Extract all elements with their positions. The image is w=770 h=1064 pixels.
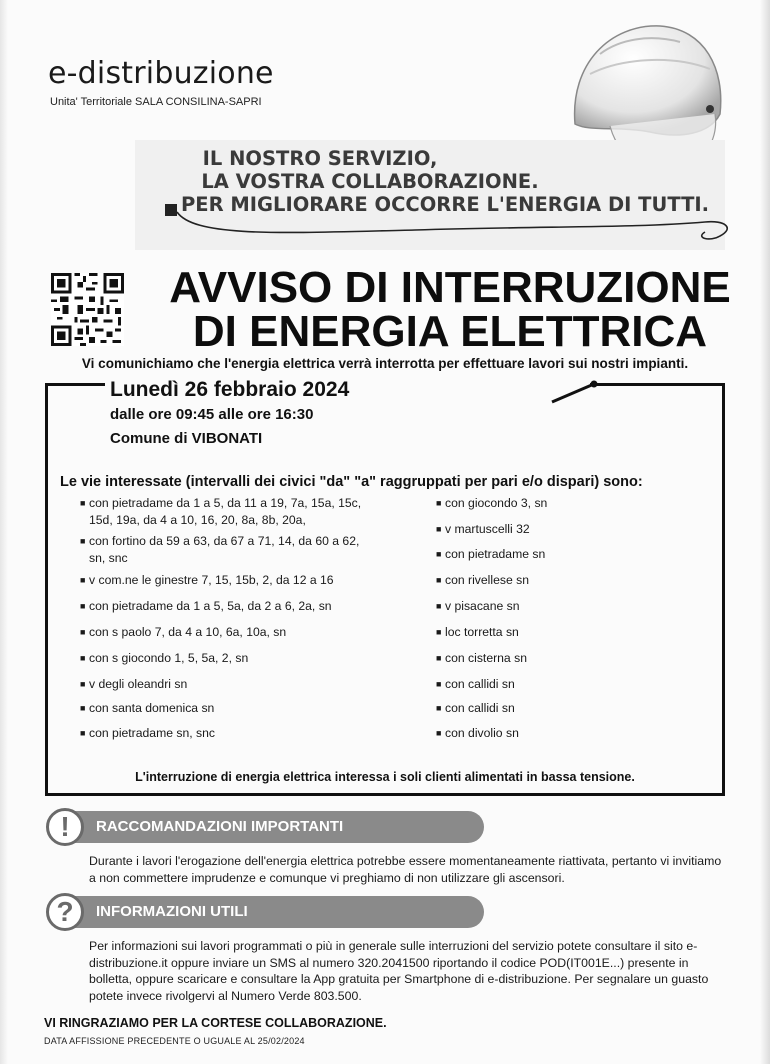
bullet-icon: ■ <box>436 703 442 713</box>
bullet-icon: ■ <box>80 728 86 738</box>
comune: Comune di VIBONATI <box>110 430 263 447</box>
list-item: ■ con pietradame da 1 a 5, 5a, da 2 a 6, 2a, sn <box>80 599 332 613</box>
bullet-icon: ■ <box>436 601 442 611</box>
list-item: ■ con pietradame da 1 a 5, da 11 a 19, 7a, 15a, 15c, 15d, 19a, da 4 a 10, 16, 20, 8a, 8b, 20a, <box>80 496 362 527</box>
question-icon: ? <box>46 893 84 931</box>
list-item: ■ loc torretta sn <box>436 625 519 639</box>
list-item: ■ con divolio sn <box>436 726 519 740</box>
list-item: ■ con cisterna sn <box>436 651 527 665</box>
bullet-icon: ■ <box>80 536 86 546</box>
bullet-icon: ■ <box>80 679 86 689</box>
bullet-icon: ■ <box>80 653 86 663</box>
bullet-icon: ■ <box>80 627 86 637</box>
recommendations-header: RACCOMANDAZIONI IMPORTANTI <box>70 811 484 843</box>
slogan-line-2: LA VOSTRA COLLABORAZIONE. <box>201 170 539 193</box>
bullet-icon: ■ <box>436 728 442 738</box>
territorial-unit: Unita' Territoriale SALA CONSILINA-SAPRI <box>50 96 262 108</box>
list-item: ■ con santa domenica sn <box>80 701 215 715</box>
slogan-line-3: PER MIGLIORARE OCCORRE L'ENERGIA DI TUTTI. <box>180 193 710 216</box>
list-item: ■ con s paolo 7, da 4 a 10, 6a, 10a, sn <box>80 625 287 639</box>
slogan-line-1: IL NOSTRO SERVIZIO, <box>202 147 438 170</box>
notice-box-top-left <box>45 383 105 386</box>
posting-date: DATA AFFISSIONE PRECEDENTE O UGUALE AL 25/02/2024 <box>44 1036 305 1046</box>
notice-box-top-right <box>590 383 725 386</box>
recommendations-text: Durante i lavori l'erogazione dell'energia elettrica potrebbe essere momentaneamente riattivata, pertanto vi invitiamo a non commettere imprudenze e comunque vi preghiamo di non utilizzare gli ascensori. <box>89 854 722 885</box>
list-item: ■ v pisacane sn <box>436 599 520 613</box>
list-item: ■ con callidi sn <box>436 701 515 715</box>
bullet-icon: ■ <box>80 703 86 713</box>
list-item: ■ con rivellese sn <box>436 573 529 587</box>
bullet-icon: ■ <box>436 575 442 585</box>
bullet-icon: ■ <box>436 498 442 508</box>
qr-code[interactable] <box>51 273 124 346</box>
info-header: INFORMAZIONI UTILI <box>70 896 484 928</box>
list-item: ■ con fortino da 59 a 63, da 67 a 71, 14, da 60 a 62, sn, snc <box>80 534 360 565</box>
info-text: Per informazioni sui lavori programmati o più in generale sulle interruzioni del servizio potete consultare il sito e-distribuzione.it oppure inviare un SMS al numero 320.2041500 riportando il codice POD(IT001E...) presente in bolletta, oppure scaricare e consultare la App gratuita per Smartphone di e-distribuzione. Per segnalare un guasto potete invece rivolgervi al Numero Verde 803.500. <box>89 939 709 1003</box>
list-item: ■ con pietradame sn <box>436 547 546 561</box>
notice-title <box>140 263 760 356</box>
streets-heading: Le vie interessate (intervalli dei civici "da" "a" raggruppati per pari e/o dispari) sono: <box>60 474 643 490</box>
bullet-icon: ■ <box>436 653 442 663</box>
title-line-2: DI ENERGIA ELETTRICA <box>192 307 708 356</box>
list-item: ■ con giocondo 3, sn <box>436 496 548 510</box>
bullet-icon: ■ <box>80 498 86 508</box>
bullet-icon: ■ <box>436 627 442 637</box>
bullet-icon: ■ <box>436 524 442 534</box>
interruption-hours: dalle ore 09:45 alle ore 16:30 <box>110 406 314 423</box>
list-item: ■ con callidi sn <box>436 677 515 691</box>
power-plug-cable-graphic <box>165 198 745 258</box>
interruption-date: Lunedì 26 febbraio 2024 <box>110 378 350 401</box>
list-item: ■ con pietradame sn, snc <box>80 726 216 740</box>
bullet-icon: ■ <box>436 679 442 689</box>
list-item: ■ v martuscelli 32 <box>436 522 530 536</box>
low-voltage-note: L'interruzione di energia elettrica interessa i soli clienti alimentati in bassa tensione. <box>135 770 635 784</box>
title-line-1: AVVISO DI INTERRUZIONE <box>169 263 731 312</box>
company-logo: e-distribuzione <box>48 56 274 91</box>
thanks-text: VI RINGRAZIAMO PER LA CORTESE COLLABORAZIONE. <box>44 1016 387 1030</box>
list-item: ■ v degli oleandri sn <box>80 677 188 691</box>
intro-text: Vi comunichiamo che l'energia elettrica verrà interrotta per effettuare lavori sui nostri impianti. <box>81 356 689 371</box>
bullet-icon: ■ <box>436 549 442 559</box>
bullet-icon: ■ <box>80 575 86 585</box>
bullet-icon: ■ <box>80 601 86 611</box>
list-item: ■ con s giocondo 1, 5, 5a, 2, sn <box>80 651 249 665</box>
exclamation-icon: ! <box>46 808 84 846</box>
list-item: ■ v com.ne le ginestre 7, 15, 15b, 2, da 12 a 16 <box>80 573 334 587</box>
pen-graphic <box>550 376 600 406</box>
